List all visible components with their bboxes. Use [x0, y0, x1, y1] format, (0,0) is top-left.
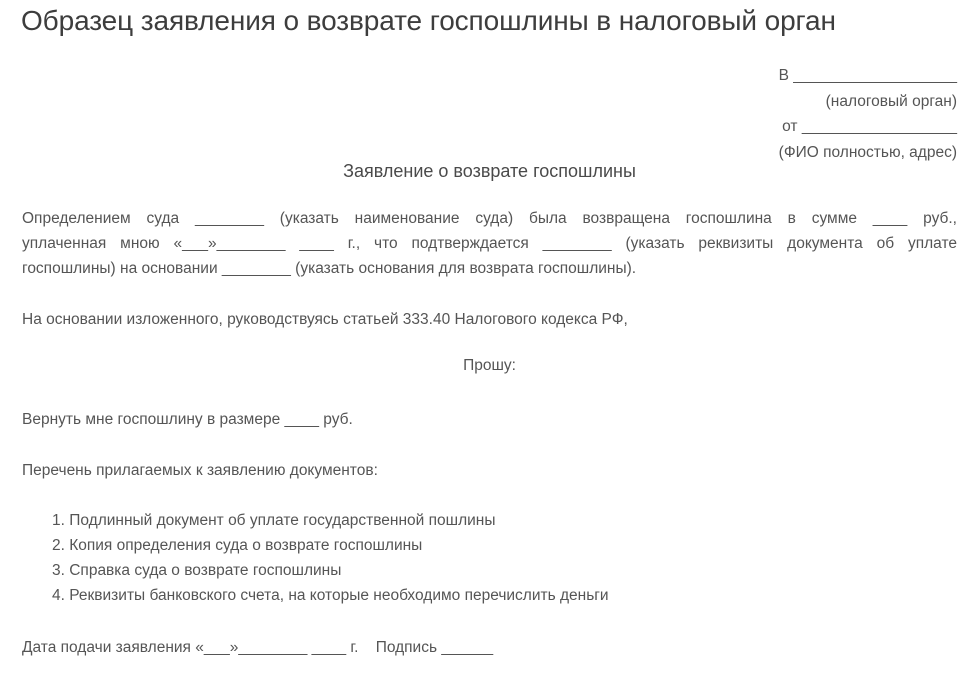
sender-line: от __________________ — [782, 118, 957, 135]
addressee-block — [779, 63, 957, 165]
paragraph-line: уплаченная мною «___»________ ____ г., что подтверждается ________ (указать реквизиты документа об уплате — [22, 235, 957, 252]
attachments-list — [52, 508, 609, 608]
list-item: 2. Копия определения суда о возврате госпошлины — [52, 537, 423, 554]
recipient-line: В ___________________ — [778, 67, 957, 84]
list-item: 1. Подлинный документ об уплате государственной пошлины — [52, 512, 496, 529]
sender-caption: (ФИО полностью, адрес) — [778, 143, 957, 161]
paragraph-refund-amount: Вернуть мне госпошлину в размере ____ руб. — [22, 411, 353, 428]
list-item: 4. Реквизиты банковского счета, на которые необходимо перечислить деньги — [52, 587, 609, 604]
paragraph-court-ruling — [22, 206, 957, 281]
paragraph-legal-basis: На основании изложенного, руководствуясь статьей 333.40 Налогового кодекса РФ, — [22, 311, 628, 328]
paragraph-line: Определением суда ________ (указать наименование суда) была возвращена госпошлина в сумме ____ руб., — [22, 210, 957, 227]
date-signature-line: Дата подачи заявления «___»________ ____ г. Подпись ______ — [22, 639, 494, 656]
document-title: Заявление о возврате госпошлины — [343, 161, 636, 181]
page-title: Образец заявления о возврате госпошлины в налоговый орган — [21, 5, 836, 36]
paragraph-line: госпошлины) на основании ________ (указать основания для возврата госпошлины). — [22, 260, 637, 277]
request-label: Прошу: — [463, 357, 516, 374]
list-item: 3. Справка суда о возврате госпошлины — [52, 562, 342, 579]
attachments-heading: Перечень прилагаемых к заявлению документов: — [22, 462, 378, 479]
recipient-caption: (налоговый орган) — [825, 92, 957, 110]
